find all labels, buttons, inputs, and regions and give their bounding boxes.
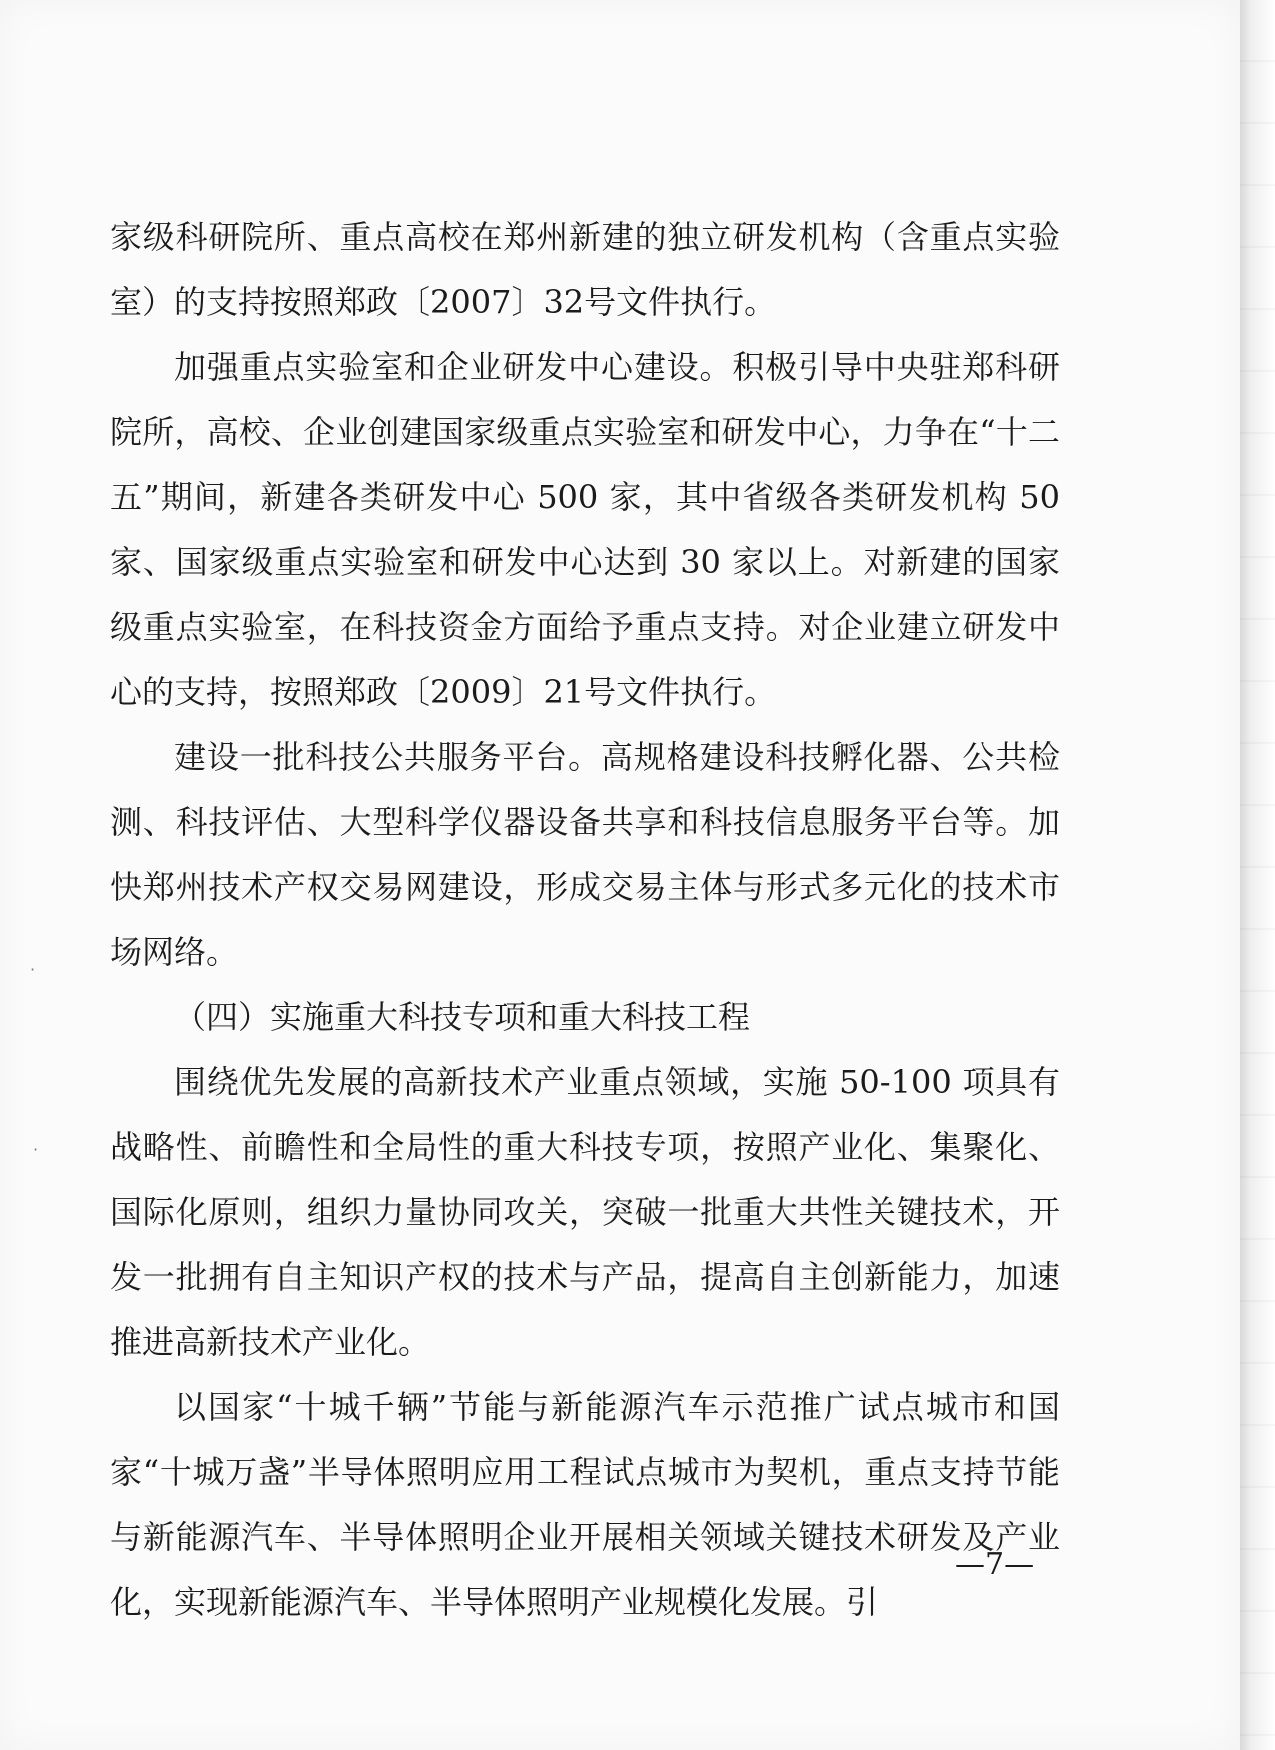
scan-speck-mark: · <box>30 960 36 979</box>
page-number: —7— <box>955 1547 1035 1582</box>
paragraph-2: 加强重点实验室和企业研发中心建设。积极引导中央驻郑科研院所，高校、企业创建国家级重点实验室和研发中心，力争在“十二五”期间，新建各类研发中心 500 家，其中省级各类研发机构 50 家、国家级重点实验室和研发中心达到 30 家以上。对新建的国家级重点实验室，在科技资金方面给予重点支持。对企业建立研发中心的支持，按照郑政〔2009〕21号文件执行。 <box>110 348 1060 711</box>
document-body <box>110 205 1060 1635</box>
paragraph-5: 以国家“十城千辆”节能与新能源汽车示范推广试点城市和国家“十城万盏”半导体照明应用工程试点城市为契机，重点支持节能与新能源汽车、半导体照明企业开展相关领域关键技术研发及产业化，实现新能源汽车、半导体照明产业规模化发展。引 <box>110 1388 1060 1621</box>
paragraph-3: 建设一批科技公共服务平台。高规格建设科技孵化器、公共检测、科技评估、大型科学仪器设备共享和科技信息服务平台等。加快郑州技术产权交易网建设，形成交易主体与形式多元化的技术市场网络。 <box>110 738 1060 971</box>
scan-edge-texture <box>1240 0 1275 1750</box>
paragraph-1: 家级科研院所、重点高校在郑州新建的独立研发机构（含重点实验室）的支持按照郑政〔2007〕32号文件执行。 <box>110 218 1060 321</box>
scan-speck-mark: · <box>33 1140 39 1159</box>
section-heading: （四）实施重大科技专项和重大科技工程 <box>174 998 751 1036</box>
paragraph-4: 围绕优先发展的高新技术产业重点领域，实施 50-100 项具有战略性、前瞻性和全局性的重大科技专项，按照产业化、集聚化、国际化原则，组织力量协同攻关，突破一批重大共性关键技术，开发一批拥有自主知识产权的技术与产品，提高自主创新能力，加速推进高新技术产业化。 <box>110 1063 1060 1361</box>
